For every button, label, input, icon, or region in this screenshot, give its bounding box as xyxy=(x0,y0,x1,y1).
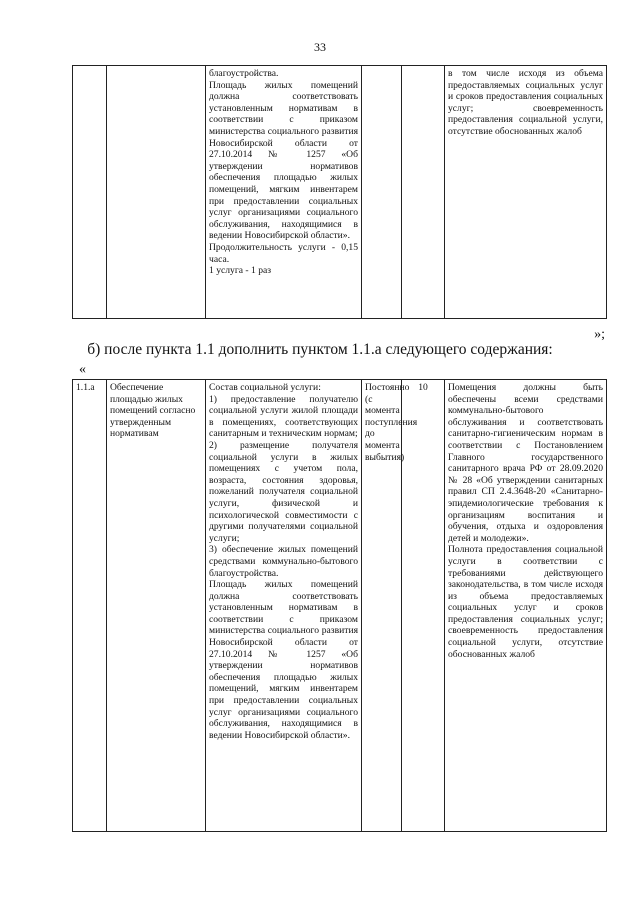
opening-quote: « xyxy=(79,362,86,377)
services-table-new-item xyxy=(72,379,607,832)
cell-quality-indicators: в том числе исходя из объема предоставляемых социальных услуг и сроков предоставления социальных услуг; своевременность предоставления социальной услуги, отсутствие обоснованных жалоб xyxy=(445,66,607,319)
cell-service-name: Обеспечение площадью жилых помещений согласно утвержденным нормативам xyxy=(107,380,206,832)
page-number: 33 xyxy=(314,40,326,54)
services-table-continued xyxy=(72,65,607,319)
cell-number xyxy=(73,66,107,319)
cell-service-content: благоустройства. Площадь жилых помещений должна соответствовать установленным нормативам в соответствии с приказом министерства социального развития Новосибирской области от 27.10.2014 № 1257 «Об утверждении нормативов обеспечения площадью жилых помещений, мягким инвентарем при предоставлении социальных услуг организациями социального обслуживания, находящимися в ведении Новосибирской области». Продолжительность услуги - 0,15 часа. 1 услуга - 1 раз xyxy=(206,66,362,319)
cell-service-name xyxy=(107,66,206,319)
cell-number: 1.1.а xyxy=(73,380,107,832)
table-row xyxy=(73,66,607,319)
amendment-heading: б) после пункта 1.1 дополнить пунктом 1.1.а следующего содержания: xyxy=(87,341,553,358)
table-row xyxy=(73,380,607,832)
cell-quality-indicators: Помещения должны быть обеспечены всеми средствами коммунально-бытового обслуживания и соответствовать санитарно-гигиеническим нормам в соответствии с Постановлением Главного государственного санитарного врача РФ от 28.09.2020 № 28 «Об утверждении санитарных правил СП 2.4.3648-20 «Санитарно-эпидемиологические требования к организациям воспитания и обучения, отдыха и оздоровления детей и молодежи». Полнота предоставления социальной услуги в соответствии с требованиями действующего законодательства, в том числе исходя из объема предоставляемых социальных услуг и сроков предоставления социальных услуг; своевременность предоставления социальной услуги, отсутствие обоснованных жалоб xyxy=(445,380,607,832)
cell-term xyxy=(362,66,402,319)
cell-term: Постоянно (с момента поступления до момента выбытия) xyxy=(362,380,402,832)
cell-count: 10 xyxy=(402,380,445,832)
cell-count xyxy=(402,66,445,319)
closing-quote: »; xyxy=(594,327,605,342)
cell-service-content: Состав социальной услуги: 1) предоставление получателю социальной услуги жилой площади в помещениях, соответствующих санитарным и техническим нормам; 2) размещение получателя социальной услуги в жилых помещениях с учетом пола, возраста, состояния здоровья, пожеланий получателя социальной услуги, физической и психологической совместимости с другими получателями социальной услуги; 3) обеспечение жилых помещений средствами коммунально-бытового благоустройства. Площадь жилых помещений должна соответствовать установленным нормативам в соответствии с приказом министерства социального развития Новосибирской области от 27.10.2014 № 1257 «Об утверждении нормативов обеспечения площадью жилых помещений, мягким инвентарем при предоставлении социальных услуг организациями социального обслуживания, находящимися в ведении Новосибирской области». xyxy=(206,380,362,832)
